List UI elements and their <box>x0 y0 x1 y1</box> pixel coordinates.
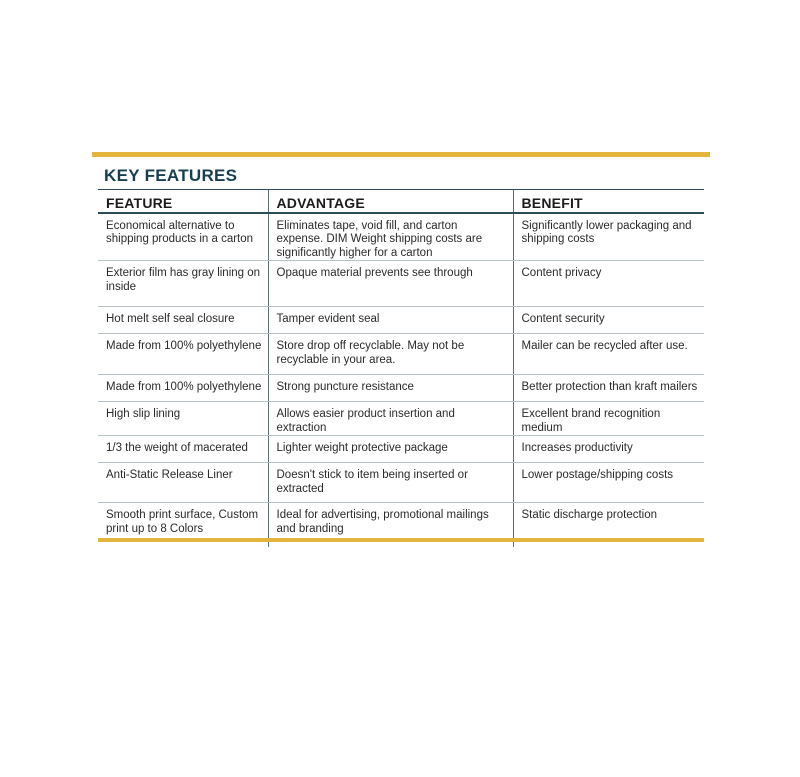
feature-cell: Anti-Static Release Liner <box>98 463 268 503</box>
feature-cell: Economical alternative to shipping products in a carton <box>98 213 268 261</box>
feature-cell: 1/3 the weight of macerated <box>98 436 268 463</box>
key-features-table <box>98 189 704 547</box>
advantage-cell: Store drop off recyclable. May not be recyclable in your area. <box>268 334 513 375</box>
advantage-cell: Strong puncture resistance <box>268 375 513 402</box>
column-header-advantage: ADVANTAGE <box>268 190 513 213</box>
benefit-cell: Content privacy <box>513 261 704 307</box>
benefit-cell: Static discharge protection <box>513 503 704 547</box>
advantage-cell: Ideal for advertising, promotional mailings and branding <box>268 503 513 547</box>
benefit-cell: Mailer can be recycled after use. <box>513 334 704 375</box>
benefit-cell: Lower postage/shipping costs <box>513 463 704 503</box>
column-header-feature: FEATURE <box>98 190 268 213</box>
advantage-cell: Eliminates tape, void fill, and carton expense. DIM Weight shipping costs are significantly higher for a carton <box>268 213 513 261</box>
feature-cell: Exterior film has gray lining on inside <box>98 261 268 307</box>
table-row <box>98 463 704 503</box>
feature-cell: Hot melt self seal closure <box>98 307 268 334</box>
advantage-cell: Allows easier product insertion and extraction <box>268 402 513 436</box>
table-row <box>98 436 704 463</box>
feature-cell: Made from 100% polyethylene <box>98 375 268 402</box>
feature-cell: Smooth print surface, Custom print up to 8 Colors <box>106 509 259 535</box>
feature-cell: Made from 100% polyethylene <box>98 334 268 375</box>
table-row <box>98 375 704 402</box>
advantage-cell: Doesn't stick to item being inserted or extracted <box>268 463 513 503</box>
advantage-cell: Tamper evident seal <box>268 307 513 334</box>
benefit-cell: Significantly lower packaging and shipping costs <box>513 213 704 261</box>
table-row <box>98 261 704 307</box>
column-header-benefit: BENEFIT <box>513 190 704 213</box>
advantage-cell: Lighter weight protective package <box>268 436 513 463</box>
bottom-accent-rule <box>98 538 704 542</box>
top-accent-rule <box>92 152 710 157</box>
section-title: KEY FEATURES <box>104 166 238 185</box>
table-row <box>98 402 704 436</box>
feature-cell: High slip lining <box>98 402 268 436</box>
table-row <box>98 213 704 261</box>
table-row <box>98 334 704 375</box>
benefit-cell: Increases productivity <box>513 436 704 463</box>
table-row <box>98 307 704 334</box>
benefit-cell: Content security <box>513 307 704 334</box>
benefit-cell: Excellent brand recognition medium <box>513 402 704 436</box>
benefit-cell: Better protection than kraft mailers <box>513 375 704 402</box>
advantage-cell: Opaque material prevents see through <box>268 261 513 307</box>
table-header-row <box>98 190 704 213</box>
